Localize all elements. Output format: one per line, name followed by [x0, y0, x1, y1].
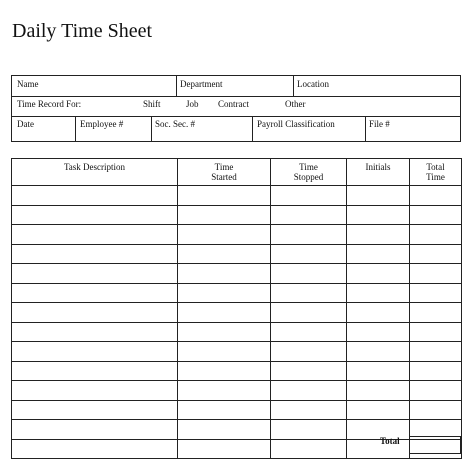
table-cell[interactable]: [271, 283, 347, 303]
table-cell[interactable]: [410, 186, 462, 206]
table-cell[interactable]: [12, 264, 178, 284]
table-cell[interactable]: [347, 186, 410, 206]
time-entries-table: [11, 158, 462, 459]
table-cell[interactable]: [12, 342, 178, 362]
table-cell[interactable]: [178, 303, 271, 323]
table-cell[interactable]: [271, 400, 347, 420]
divider: [151, 116, 152, 142]
table-row: [12, 186, 462, 206]
table-cell[interactable]: [410, 264, 462, 284]
table-cell[interactable]: [347, 264, 410, 284]
table-cell[interactable]: [410, 205, 462, 225]
file-number-label: File #: [369, 119, 390, 129]
table-cell[interactable]: [271, 205, 347, 225]
table-cell[interactable]: [271, 303, 347, 323]
table-cell[interactable]: [410, 225, 462, 245]
divider: [12, 96, 460, 97]
divider: [75, 116, 76, 142]
table-cell[interactable]: [12, 400, 178, 420]
table-cell[interactable]: [12, 205, 178, 225]
table-cell[interactable]: [12, 381, 178, 401]
table-cell[interactable]: [178, 381, 271, 401]
table-cell[interactable]: [271, 225, 347, 245]
table-cell[interactable]: [410, 244, 462, 264]
table-cell[interactable]: [347, 439, 410, 459]
table-row: [12, 303, 462, 323]
table-cell[interactable]: [178, 225, 271, 245]
table-cell[interactable]: [178, 361, 271, 381]
table-cell[interactable]: [178, 283, 271, 303]
table-cell[interactable]: [347, 361, 410, 381]
table-cell[interactable]: [271, 264, 347, 284]
table-cell[interactable]: [347, 303, 410, 323]
table-cell[interactable]: [271, 439, 347, 459]
table-row: [12, 342, 462, 362]
table-cell[interactable]: [178, 322, 271, 342]
divider: [12, 116, 460, 117]
time-record-for-label: Time Record For:: [17, 99, 82, 109]
table-cell[interactable]: [347, 400, 410, 420]
table-row: [12, 264, 462, 284]
table-cell[interactable]: [271, 420, 347, 440]
table-cell[interactable]: [347, 225, 410, 245]
column-header-task-description: Task Description: [12, 159, 178, 186]
table-cell[interactable]: [347, 420, 410, 440]
table-cell[interactable]: [271, 381, 347, 401]
page-title: Daily Time Sheet: [12, 20, 153, 42]
divider: [252, 116, 253, 142]
table-row: [12, 361, 462, 381]
payroll-classification-label: Payroll Classification: [257, 119, 335, 129]
department-field-label: Department: [180, 79, 223, 89]
name-field-label: Name: [17, 79, 39, 89]
job-option-label: Job: [186, 99, 199, 109]
table-row: [12, 205, 462, 225]
divider: [176, 76, 177, 96]
contract-option-label: Contract: [218, 99, 249, 109]
table-cell[interactable]: [410, 342, 462, 362]
table-cell[interactable]: [271, 361, 347, 381]
table-header-row: [12, 159, 462, 186]
table-cell[interactable]: [347, 244, 410, 264]
table-cell[interactable]: [410, 303, 462, 323]
total-label: Total: [380, 436, 400, 446]
shift-option-label: Shift: [143, 99, 161, 109]
table-cell[interactable]: [12, 283, 178, 303]
table-cell[interactable]: [271, 186, 347, 206]
table-cell[interactable]: [347, 342, 410, 362]
divider: [365, 116, 366, 142]
date-field-label: Date: [17, 119, 34, 129]
table-cell[interactable]: [178, 420, 271, 440]
table-cell[interactable]: [347, 381, 410, 401]
table-cell[interactable]: [178, 244, 271, 264]
table-cell[interactable]: [12, 420, 178, 440]
table-cell[interactable]: [12, 186, 178, 206]
table-row: [12, 244, 462, 264]
soc-sec-number-label: Soc. Sec. #: [155, 119, 195, 129]
table-row: [12, 381, 462, 401]
table-cell[interactable]: [178, 400, 271, 420]
table-cell[interactable]: [410, 381, 462, 401]
divider: [293, 76, 294, 96]
table-cell[interactable]: [12, 439, 178, 459]
table-cell[interactable]: [271, 244, 347, 264]
table-row: [12, 283, 462, 303]
column-header-total-time: Total Time: [410, 159, 462, 186]
table-cell[interactable]: [12, 225, 178, 245]
table-cell[interactable]: [12, 303, 178, 323]
table-cell[interactable]: [178, 439, 271, 459]
location-field-label: Location: [297, 79, 329, 89]
table-cell[interactable]: [410, 322, 462, 342]
table-cell[interactable]: [347, 283, 410, 303]
table-cell[interactable]: [347, 205, 410, 225]
table-row: [12, 225, 462, 245]
employee-number-label: Employee #: [80, 119, 124, 129]
column-header-initials: Initials: [347, 159, 410, 186]
table-cell[interactable]: [271, 342, 347, 362]
table-cell[interactable]: [271, 322, 347, 342]
table-cell[interactable]: [347, 322, 410, 342]
table-cell[interactable]: [410, 400, 462, 420]
table-cell[interactable]: [12, 361, 178, 381]
table-cell[interactable]: [178, 186, 271, 206]
employee-info-box: [11, 75, 461, 142]
table-cell[interactable]: [12, 322, 178, 342]
table-cell[interactable]: [178, 205, 271, 225]
table-cell[interactable]: [178, 264, 271, 284]
table-cell[interactable]: [410, 283, 462, 303]
other-option-label: Other: [285, 99, 306, 109]
total-time-cell[interactable]: [409, 436, 461, 454]
table-cell[interactable]: [178, 342, 271, 362]
column-header-time-stopped: Time Stopped: [271, 159, 347, 186]
column-header-time-started: Time Started: [178, 159, 271, 186]
table-cell[interactable]: [410, 361, 462, 381]
table-row: [12, 322, 462, 342]
table-cell[interactable]: [12, 244, 178, 264]
table-row: [12, 400, 462, 420]
